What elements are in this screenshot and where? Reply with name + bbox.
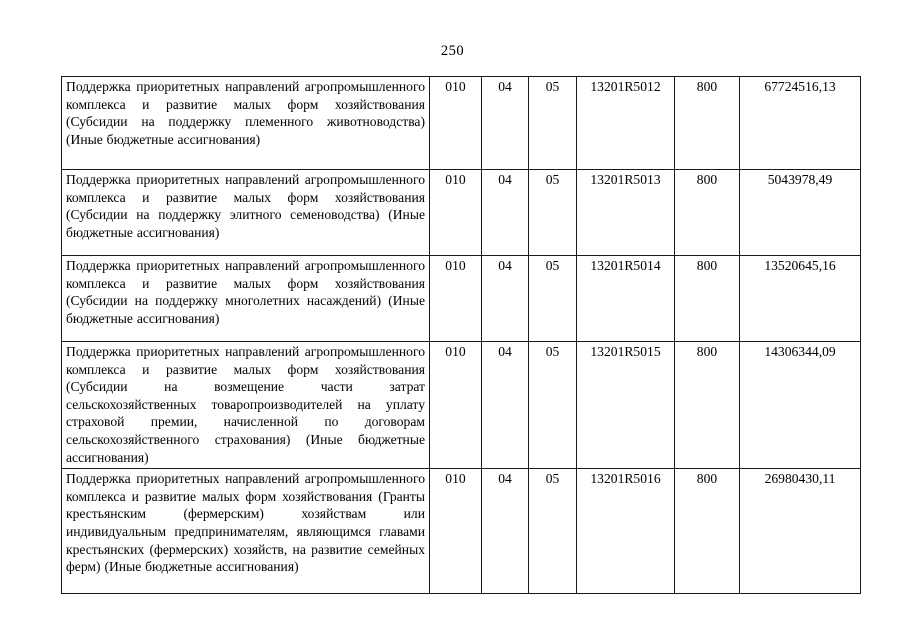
cell-code1: 010 [430, 342, 482, 469]
table-row [62, 170, 861, 256]
cell-code2: 04 [482, 342, 529, 469]
cell-program-code: 13201R5014 [577, 256, 675, 342]
cell-expense-type: 800 [675, 469, 740, 594]
cell-code3: 05 [529, 77, 577, 170]
cell-program-code: 13201R5012 [577, 77, 675, 170]
cell-code3: 05 [529, 170, 577, 256]
cell-amount: 5043978,49 [740, 170, 861, 256]
cell-expense-type: 800 [675, 77, 740, 170]
table-row [62, 342, 861, 469]
cell-expense-name: Поддержка приоритетных направлений агропромышленного комплекса и развитие малых форм хозяйствования (Субсидии на поддержку племенного животноводства) (Иные бюджетные ассигнования) [62, 77, 430, 170]
cell-amount: 26980430,11 [740, 469, 861, 594]
cell-code3: 05 [529, 342, 577, 469]
page-number: 250 [440, 43, 465, 59]
cell-expense-type: 800 [675, 342, 740, 469]
cell-program-code: 13201R5013 [577, 170, 675, 256]
cell-amount: 13520645,16 [740, 256, 861, 342]
cell-code3: 05 [529, 256, 577, 342]
table-row [62, 469, 861, 594]
cell-code3: 05 [529, 469, 577, 594]
cell-amount: 67724516,13 [740, 77, 861, 170]
cell-code2: 04 [482, 77, 529, 170]
cell-expense-name: Поддержка приоритетных направлений агропромышленного комплекса и развитие малых форм хозяйствования (Субсидии на возмещение части затрат сельскохозяйственных товаропроизводителей на уплату страховой премии, начисленной по договорам сельскохозяйственного страхования) (Иные бюджетные ассигнования) [62, 342, 430, 469]
table-row [62, 77, 861, 170]
cell-program-code: 13201R5015 [577, 342, 675, 469]
cell-expense-name: Поддержка приоритетных направлений агропромышленного комплекса и развитие малых форм хозяйствования (Субсидии на поддержку многолетних насаждений) (Иные бюджетные ассигнования) [62, 256, 430, 342]
table-row [62, 256, 861, 342]
cell-expense-type: 800 [675, 170, 740, 256]
cell-code2: 04 [482, 256, 529, 342]
cell-code2: 04 [482, 469, 529, 594]
cell-program-code: 13201R5016 [577, 469, 675, 594]
cell-code2: 04 [482, 170, 529, 256]
cell-expense-name: Поддержка приоритетных направлений агропромышленного комплекса и развитие малых форм хозяйствования (Субсидии на поддержку элитного семеноводства) (Иные бюджетные ассигнования) [62, 170, 430, 256]
cell-expense-type: 800 [675, 256, 740, 342]
cell-expense-name: Поддержка приоритетных направлений агропромышленного комплекса и развитие малых форм хозяйствования (Гранты крестьянским (фермерским) хозяйствам или индивидуальным предпринимателям, являющимся главами крестьянских (фермерских) хозяйств, на развитие семейных ферм) (Иные бюджетные ассигнования) [62, 469, 430, 594]
budget-appropriations-table [61, 76, 861, 594]
cell-code1: 010 [430, 77, 482, 170]
cell-code1: 010 [430, 256, 482, 342]
cell-code1: 010 [430, 170, 482, 256]
cell-code1: 010 [430, 469, 482, 594]
cell-amount: 14306344,09 [740, 342, 861, 469]
